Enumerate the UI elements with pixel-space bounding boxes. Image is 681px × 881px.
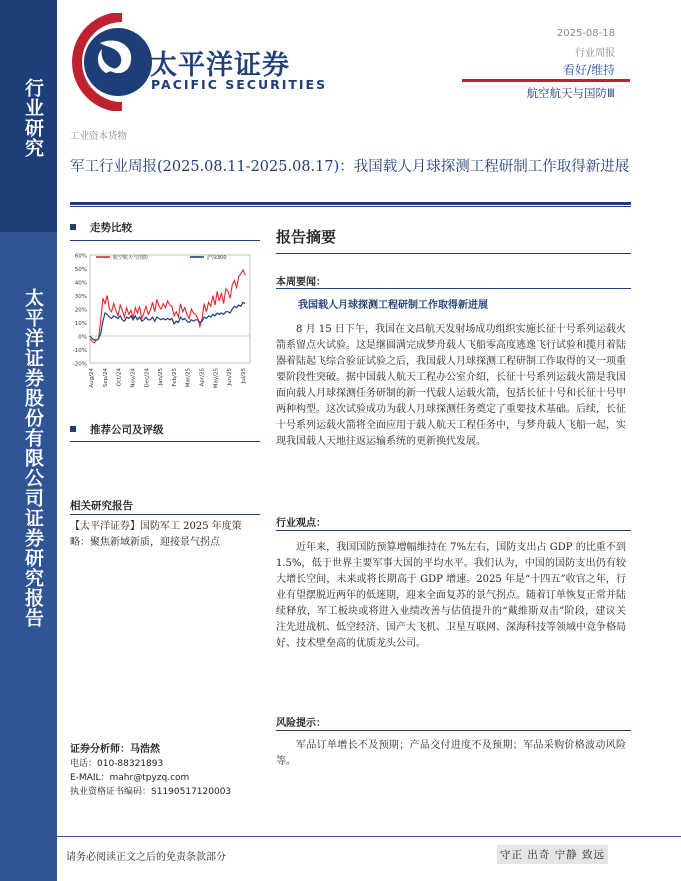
series-line-1: [90, 302, 245, 340]
x-tick-label: Feb/25: [171, 368, 178, 387]
trend-chart: [68, 245, 258, 399]
news-headline: 我国载人月球探测工程研制工作取得新进展: [298, 300, 488, 311]
y-tick-label: 20%: [74, 307, 87, 314]
y-tick-label: 0%: [78, 334, 87, 341]
view-label: 行业观点：: [276, 518, 326, 529]
x-tick-label: Mar/25: [185, 368, 192, 388]
analyst-info: [70, 743, 231, 799]
sidebar-bottom: [0, 232, 57, 881]
trend-section-title: 走势比较: [90, 222, 132, 234]
risk-rule: [276, 730, 631, 731]
x-tick-label: Sep/24: [102, 368, 109, 388]
y-tick-label: 60%: [74, 253, 87, 260]
y-tick-label: 30%: [74, 294, 87, 300]
x-tick-label: Jan/25: [158, 368, 165, 386]
news-label: 本周要闻：: [276, 277, 326, 288]
recommend-section-heading: [70, 422, 164, 437]
legend-label: 航空航天与国防: [113, 255, 149, 261]
x-tick-label: Jul/25: [241, 368, 247, 384]
recommend-section-rule: [70, 441, 260, 442]
related-section-heading: [70, 498, 133, 513]
y-tick-label: 10%: [74, 321, 87, 327]
report-title: 军工行业周报(2025.08.11-2025.08.17)：我国载人月球探测工程研制工作取得新进展: [70, 159, 630, 175]
y-tick-label: -10%: [72, 348, 87, 354]
chart-plot-frame: [90, 255, 250, 363]
trend-section-rule: [70, 240, 260, 241]
bullet-square-icon: [70, 224, 76, 230]
logo-chinese-name: 太平洋证券: [150, 50, 290, 81]
series-line-0: [90, 270, 245, 343]
footer-disclaimer: 请务必阅读正文之后的免责条款部分: [66, 852, 226, 863]
legend-label: 沪深300: [207, 255, 227, 261]
summary-rule: [276, 253, 631, 254]
bullet-square-icon: [70, 426, 76, 432]
related-report-link[interactable]: 【太平洋证券】国防军工 2025 年度策略：聚焦新域新质，迎接景气拐点: [70, 521, 242, 548]
pacific-securities-logo-icon: [66, 13, 152, 111]
recommend-section-title: 推荐公司及评级: [90, 424, 164, 436]
industry-rating: 看好/维持: [562, 63, 615, 77]
analyst-phone: 电话：010-88321893: [70, 759, 164, 769]
analyst-license: 执业资格证书编码：S1190517120003: [70, 787, 232, 797]
sidebar-top-label: 行业研究: [22, 78, 44, 158]
view-body: 近年来，我国国防预算增幅维持在 7%左右，国防支出占 GDP 的比重不到 1.5%，低于世界主要军事大国的平均水平。我们认为，中国的国防支出仍有较大增长空间，未来或将长期高于 GDP 增速。2025 年是“十四五”收官之年，行业有望摆脱近两年的低迷期，迎来全面复苏的景气拐点。随着订单恢复正常并陆续释放，军工板块或将进入业绩改善与估值提升的“戴维斯双击”阶段，建议关注先进战机、低空经济、国产大飞机、卫星互联网、深海科技等领域中竞争格局好、技术壁垒高的优质龙头公司。: [276, 542, 626, 649]
view-rule: [276, 530, 631, 531]
risk-body: 军品订单增长不及预期；产品交付进度不及预期；军品采购价格波动风险等。: [276, 740, 626, 767]
footer-motto: 守正 出奇 宁静 致远: [497, 845, 608, 864]
report-category: 工业资本货物: [70, 131, 128, 142]
x-tick-label: May/25: [213, 368, 220, 389]
x-tick-label: Oct/24: [116, 368, 123, 387]
risk-label: 风险提示：: [276, 718, 326, 729]
title-rule: [70, 202, 631, 205]
trend-chart-svg: [68, 245, 258, 395]
x-tick-label: Dec/24: [144, 368, 151, 388]
news-rule: [276, 288, 631, 289]
x-tick-label: Apr/25: [199, 368, 206, 387]
x-tick-label: Nov/24: [130, 368, 137, 388]
summary-title: 报告摘要: [276, 228, 337, 246]
analyst-name: 证券分析师：马浩然: [70, 744, 160, 755]
industry-name: 航空航天与国防Ⅲ: [526, 86, 615, 100]
y-tick-label: 50%: [74, 267, 87, 273]
x-tick-label: Jun/25: [227, 368, 234, 386]
y-tick-label: -20%: [72, 361, 87, 368]
header-red-rule: [462, 79, 630, 82]
logo-english-name: PACIFIC SECURITIES: [151, 77, 328, 92]
report-date: 2025-08-18: [556, 28, 615, 39]
related-section-rule: [70, 514, 260, 515]
sidebar-top: [0, 0, 57, 232]
sidebar-bottom-label: 太平洋证券股份有限公司证券研究报告: [22, 288, 44, 628]
related-section-title: 相关研究报告: [70, 500, 133, 512]
footer-rule: [57, 836, 681, 837]
trend-section-heading: [70, 220, 132, 235]
y-tick-label: 40%: [74, 280, 87, 287]
title-rule-thin: [70, 206, 631, 207]
x-tick-label: Aug/24: [89, 368, 95, 388]
report-type: 行业周报: [575, 48, 615, 59]
news-body: 8 月 15 日下午，我国在文昌航天发射场成功组织实施长征十号系列运载火箭系留点火试验。这是继圆满完成梦舟载人飞船零高度逃逸飞行试验和揽月着陆器着陆起飞综合验证试验之后，我国载人月球探测工程研制工作取得的又一项重要阶段性突破。据中国载人航天工程办公室介绍，长征十号系列运载火箭是我国面向载人月球探测任务研制的新一代载人运载火箭，包括长征十号和长征十号甲两种构型。这次试验成功为载人月球探测任务奠定了重要技术基础。后续，长征十号系列运载火箭将全面应用于载人航天工程任务中，与梦舟载人飞船一起，实现我国载人天地往返运输系统的更新换代发展。: [276, 324, 626, 447]
analyst-email[interactable]: E-MAIL：mahr@tpyzq.com: [70, 773, 190, 783]
